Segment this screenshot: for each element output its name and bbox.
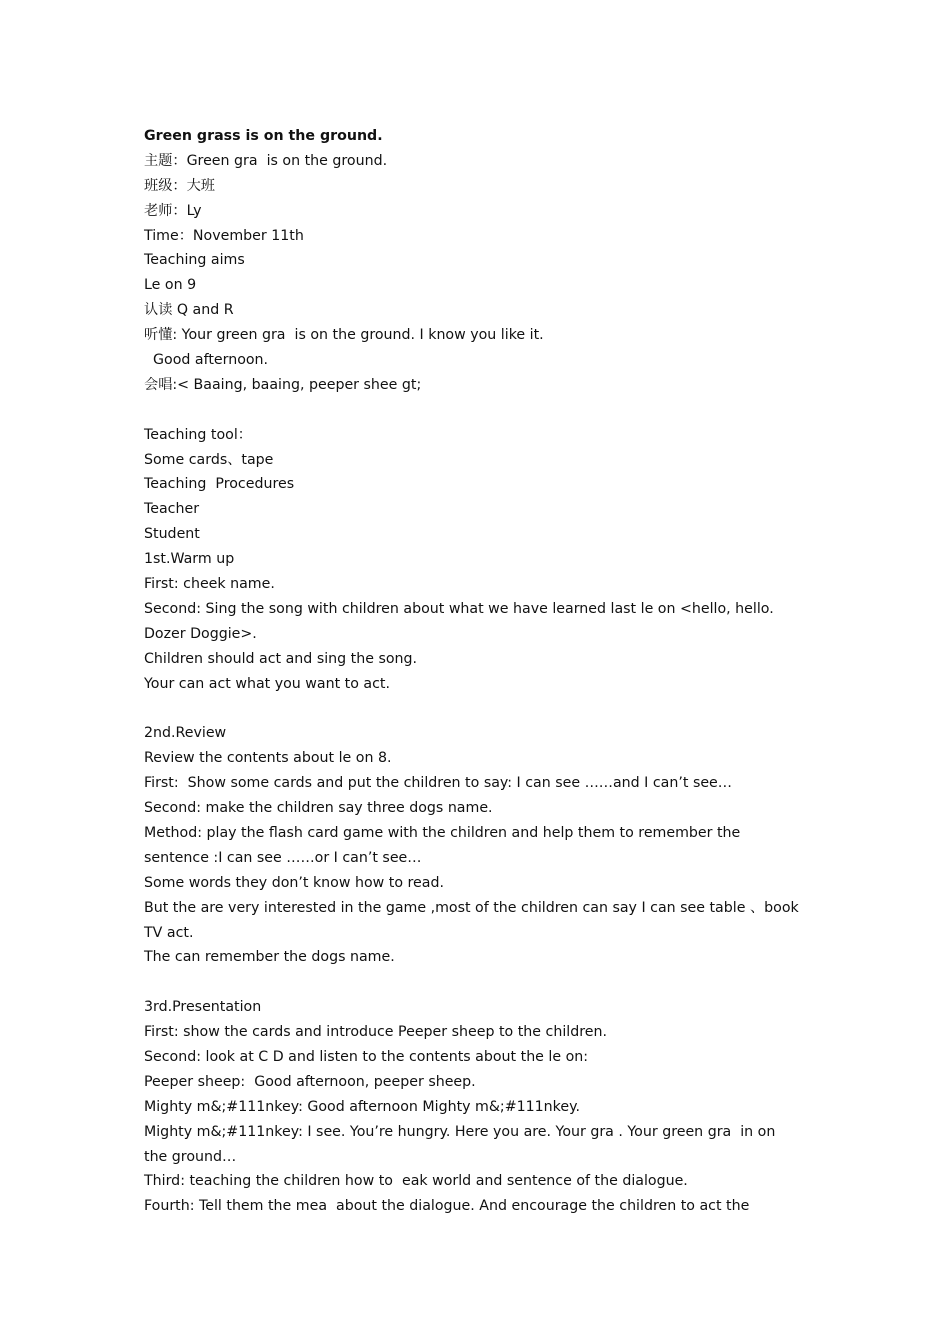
warm-up-first: First: cheek name. xyxy=(144,576,275,593)
presentation-fourth: Fourth: Tell them the mea about the dialogue. And encourage the children to act the xyxy=(144,1198,750,1215)
teaching-aims-heading: Teaching aims xyxy=(144,252,245,269)
review-section xyxy=(144,721,816,970)
teacher-label: Teacher xyxy=(144,501,200,518)
paragraph-spacer xyxy=(144,398,816,423)
review-student-2-cont: TV act. xyxy=(144,924,194,941)
sing-line: 会唱:< Baaing, baaing, peeper shee gt; xyxy=(144,376,422,393)
recognize-line: 认读 Q and R xyxy=(144,302,234,319)
theme-line: 主题：Green gra is on the ground. xyxy=(144,152,388,169)
teacher-line: 老师：Ly xyxy=(144,202,202,219)
understand-line-cont: Good afternoon. xyxy=(144,352,269,369)
understand-line: 听懂: Your green gra is on the ground. I know you like it. xyxy=(144,327,544,344)
paragraph-spacer xyxy=(144,970,816,995)
review-method-cont: sentence :I can see ……or I can’t see… xyxy=(144,849,422,866)
presentation-third: Third: teaching the children how to eak world and sentence of the dialogue. xyxy=(144,1173,688,1190)
teaching-tool-heading: Teaching tool： xyxy=(144,426,252,443)
document-page xyxy=(144,124,816,1219)
review-student-1: Some words they don’t know how to read. xyxy=(144,874,444,891)
presentation-section xyxy=(144,995,816,1219)
presentation-heading: 3rd.Presentation xyxy=(144,999,262,1016)
procedures-heading: Teaching Procedures xyxy=(144,476,295,493)
time-line: Time：November 11th xyxy=(144,227,304,244)
paragraph-spacer xyxy=(144,696,816,721)
warm-up-student-2: Your can act what you want to act. xyxy=(144,675,390,692)
warm-up-student-1: Children should act and sing the song. xyxy=(144,650,418,667)
warm-up-heading: 1st.Warm up xyxy=(144,551,235,568)
review-method: Method: play the flash card game with the children and help them to remember the xyxy=(144,824,741,841)
presentation-second: Second: look at C D and listen to the contents about the le on: xyxy=(144,1048,589,1065)
warm-up-second: Second: Sing the song with children about what we have learned last le on <hello, hello. xyxy=(144,600,774,617)
warm-up-second-cont: Dozer Doggie>. xyxy=(144,625,257,642)
student-label: Student xyxy=(144,526,200,543)
dialogue-line-3-cont: the ground… xyxy=(144,1148,237,1165)
review-contents: Review the contents about le on 8. xyxy=(144,750,392,767)
document-title: Green grass is on the ground. xyxy=(144,128,383,144)
presentation-first: First: show the cards and introduce Peeper sheep to the children. xyxy=(144,1024,607,1041)
class-line: 班级：大班 xyxy=(144,177,215,194)
dialogue-line-1: Peeper sheep: Good afternoon, peeper sheep. xyxy=(144,1073,476,1090)
dialogue-line-3: Mighty m&;#111nkey: I see. You’re hungry. Here you are. Your gra . Your green gra in on xyxy=(144,1123,776,1140)
dialogue-line-2: Mighty m&;#111nkey: Good afternoon Mighty m&;#111nkey. xyxy=(144,1098,580,1115)
review-student-3: The can remember the dogs name. xyxy=(144,949,395,966)
review-student-2: But the are very interested in the game ,most of the children can say I can see table 、book xyxy=(144,899,799,916)
lesson-line: Le on 9 xyxy=(144,277,197,294)
review-first: First: Show some cards and put the children to say: I can see ……and I can’t see… xyxy=(144,775,732,792)
tools-section xyxy=(144,423,816,697)
header-section xyxy=(144,149,816,398)
tools-line: Some cards、tape xyxy=(144,451,274,468)
review-heading: 2nd.Review xyxy=(144,725,227,742)
review-second: Second: make the children say three dogs name. xyxy=(144,800,493,817)
